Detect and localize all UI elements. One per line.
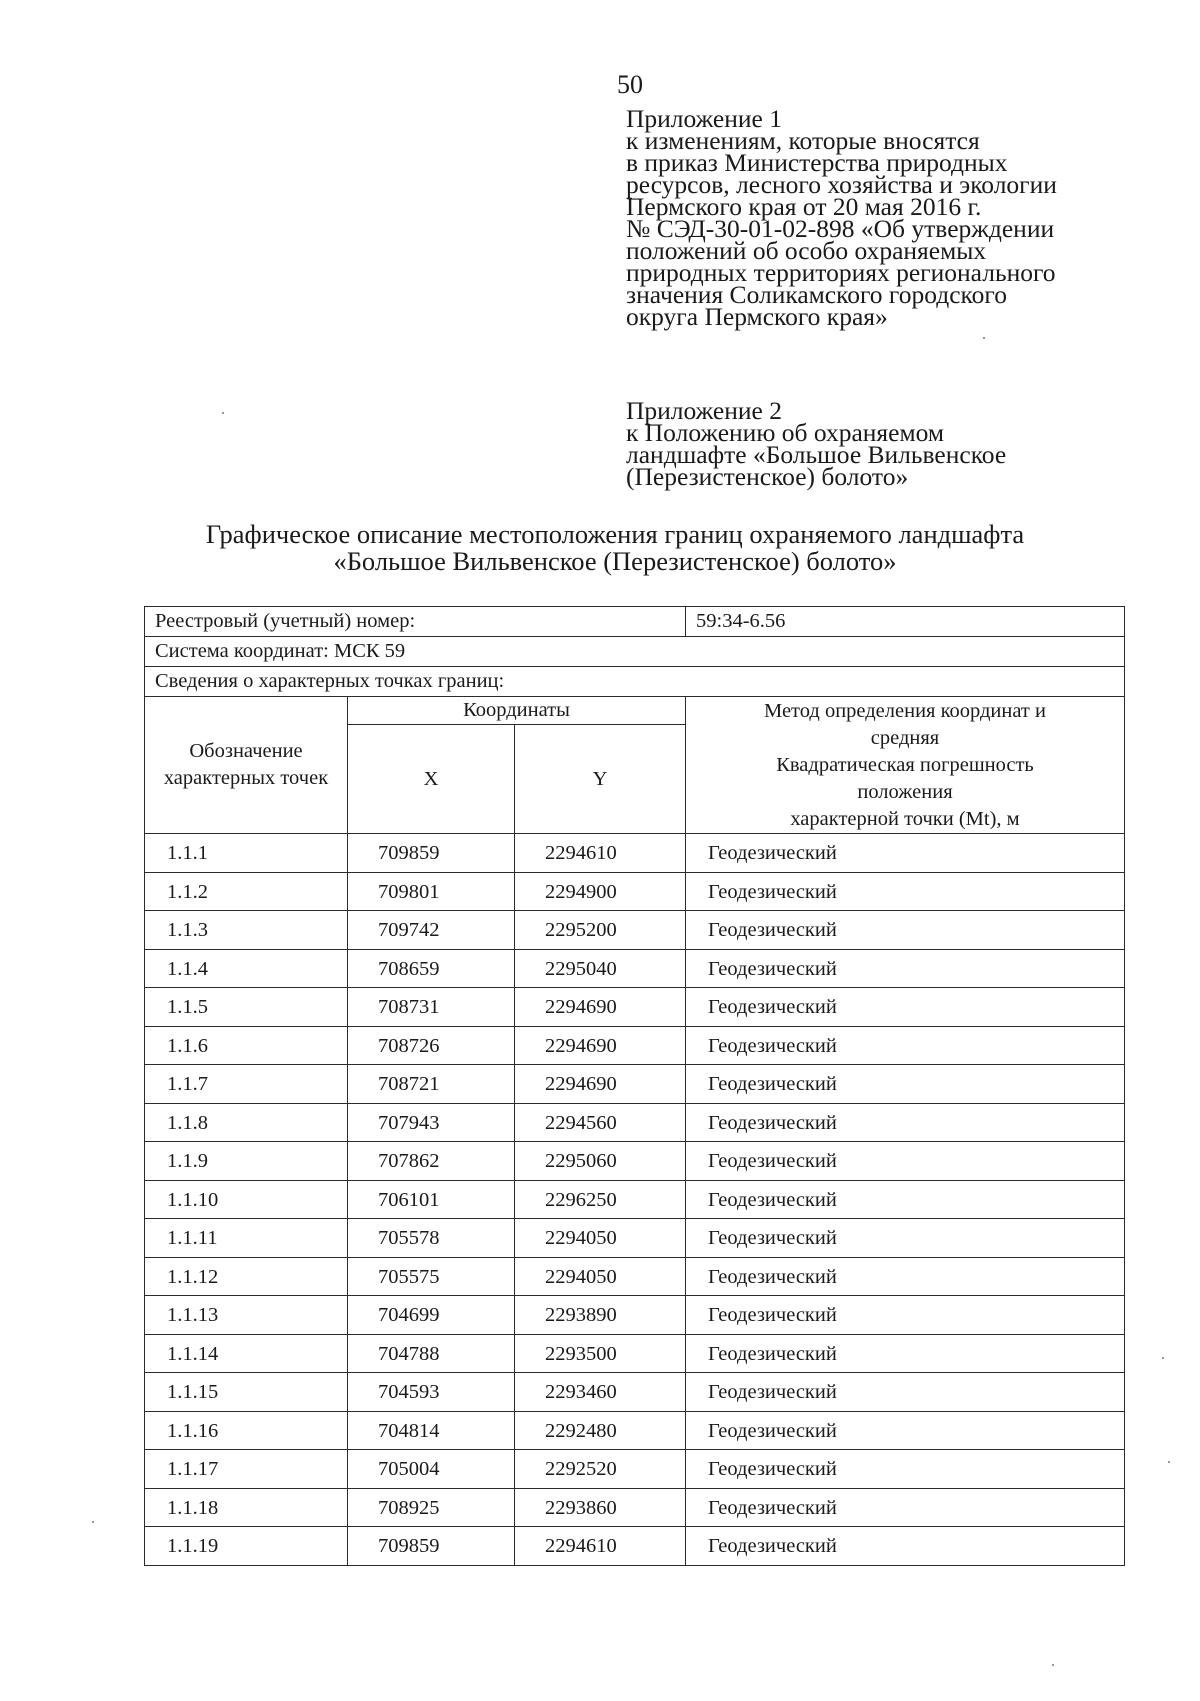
y-cell: 2295060 <box>515 1142 686 1181</box>
point-cell: 1.1.7 <box>145 1065 348 1104</box>
y-cell: 2296250 <box>515 1180 686 1219</box>
point-cell: 1.1.8 <box>145 1103 348 1142</box>
appendix-1-block <box>626 104 1057 331</box>
header-method-line: положения <box>857 780 953 803</box>
x-cell: 709742 <box>348 911 515 950</box>
point-cell: 1.1.5 <box>145 988 348 1027</box>
scan-speck <box>1052 1664 1054 1666</box>
point-cell: 1.1.19 <box>145 1527 348 1566</box>
table-row <box>145 1219 1125 1258</box>
header-method-line: Квадратическая погрешность <box>776 753 1034 776</box>
coord-system-row <box>145 637 1125 667</box>
method-cell: Геодезический <box>686 1334 1125 1373</box>
x-cell: 709859 <box>348 1527 515 1566</box>
scan-speck <box>222 412 224 414</box>
appendix-1-line: природных территориях регионального <box>626 258 1056 287</box>
x-cell: 707862 <box>348 1142 515 1181</box>
method-cell: Геодезический <box>686 1219 1125 1258</box>
table-row <box>145 1103 1125 1142</box>
x-cell: 707943 <box>348 1103 515 1142</box>
method-cell: Геодезический <box>686 1142 1125 1181</box>
method-cell: Геодезический <box>686 1411 1125 1450</box>
registry-value: 59:34-6.56 <box>686 607 1125 637</box>
header-y: Y <box>515 725 686 834</box>
registry-row <box>145 607 1125 637</box>
table-row <box>145 988 1125 1027</box>
document-title-line: «Большое Вильвенское (Перезистенское) болото» <box>333 546 897 576</box>
appendix-2-line: Приложение 2 <box>626 396 782 425</box>
appendix-1-line: Приложение 1 <box>626 104 782 133</box>
y-cell: 2292520 <box>515 1450 686 1489</box>
document-title-line: Графическое описание местоположения границ охраняемого ландшафта <box>205 519 1025 549</box>
appendix-1-line: в приказ Министерства природных <box>626 148 1008 177</box>
point-cell: 1.1.11 <box>145 1219 348 1258</box>
method-cell: Геодезический <box>686 1026 1125 1065</box>
x-cell: 708721 <box>348 1065 515 1104</box>
x-cell: 709801 <box>348 872 515 911</box>
table-row <box>145 949 1125 988</box>
table-row <box>145 911 1125 950</box>
table-row <box>145 1527 1125 1566</box>
y-cell: 2294050 <box>515 1257 686 1296</box>
y-cell: 2295200 <box>515 911 686 950</box>
point-cell: 1.1.10 <box>145 1180 348 1219</box>
method-cell: Геодезический <box>686 1373 1125 1412</box>
point-cell: 1.1.12 <box>145 1257 348 1296</box>
table-row <box>145 1142 1125 1181</box>
point-cell: 1.1.17 <box>145 1450 348 1489</box>
points-info-row <box>145 667 1125 697</box>
x-cell: 704593 <box>348 1373 515 1412</box>
table-row <box>145 1296 1125 1335</box>
y-cell: 2294610 <box>515 1527 686 1566</box>
table-row <box>145 1065 1125 1104</box>
point-cell: 1.1.18 <box>145 1488 348 1527</box>
page-number: 50 <box>617 70 643 99</box>
y-cell: 2293500 <box>515 1334 686 1373</box>
x-cell: 704788 <box>348 1334 515 1373</box>
point-cell: 1.1.9 <box>145 1142 348 1181</box>
y-cell: 2295040 <box>515 949 686 988</box>
table-row <box>145 1373 1125 1412</box>
table-row <box>145 1450 1125 1489</box>
x-cell: 708659 <box>348 949 515 988</box>
x-cell: 705575 <box>348 1257 515 1296</box>
table-row <box>145 834 1125 873</box>
method-cell: Геодезический <box>686 1527 1125 1566</box>
appendix-1-line: округа Пермского края» <box>626 302 888 331</box>
method-cell: Геодезический <box>686 949 1125 988</box>
x-cell: 705004 <box>348 1450 515 1489</box>
y-cell: 2292480 <box>515 1411 686 1450</box>
point-cell: 1.1.16 <box>145 1411 348 1450</box>
method-cell: Геодезический <box>686 1296 1125 1335</box>
header-method-line: средняя <box>870 726 940 749</box>
y-cell: 2293890 <box>515 1296 686 1335</box>
y-cell: 2294560 <box>515 1103 686 1142</box>
boundary-points-table <box>144 606 1125 1566</box>
header-point-designation: Обозначение характерных точек <box>145 697 348 834</box>
y-cell: 2294900 <box>515 872 686 911</box>
header-method-line: Метод определения координат и <box>763 699 1046 722</box>
x-cell: 709859 <box>348 834 515 873</box>
appendix-2-line: (Перезистенское) болото» <box>626 462 909 491</box>
point-cell: 1.1.1 <box>145 834 348 873</box>
registry-label: Реестровый (учетный) номер: <box>145 607 686 637</box>
method-cell: Геодезический <box>686 1450 1125 1489</box>
point-cell: 1.1.13 <box>145 1296 348 1335</box>
method-cell: Геодезический <box>686 1065 1125 1104</box>
point-cell: 1.1.4 <box>145 949 348 988</box>
method-cell: Геодезический <box>686 1257 1125 1296</box>
header-row <box>145 697 1125 725</box>
table-row <box>145 1334 1125 1373</box>
method-cell: Геодезический <box>686 1103 1125 1142</box>
appendix-1-line: Пермского края от 20 мая 2016 г. <box>626 192 982 221</box>
method-cell: Геодезический <box>686 872 1125 911</box>
method-cell: Геодезический <box>686 911 1125 950</box>
header-coordinates: Координаты <box>348 697 686 725</box>
table-row <box>145 1026 1125 1065</box>
coord-system: Система координат: МСК 59 <box>145 637 1125 667</box>
header-x: X <box>348 725 515 834</box>
y-cell: 2294690 <box>515 1026 686 1065</box>
x-cell: 705578 <box>348 1219 515 1258</box>
table-row <box>145 1257 1125 1296</box>
method-cell: Геодезический <box>686 1488 1125 1527</box>
scan-speck <box>1168 1461 1170 1463</box>
y-cell: 2294610 <box>515 834 686 873</box>
y-cell: 2293460 <box>515 1373 686 1412</box>
x-cell: 708731 <box>348 988 515 1027</box>
header-method <box>686 697 1125 834</box>
method-cell: Геодезический <box>686 1180 1125 1219</box>
scan-speck <box>92 1521 94 1523</box>
table-row <box>145 1411 1125 1450</box>
method-cell: Геодезический <box>686 834 1125 873</box>
x-cell: 704814 <box>348 1411 515 1450</box>
points-info: Сведения о характерных точках границ: <box>145 667 1125 697</box>
y-cell: 2294690 <box>515 1065 686 1104</box>
x-cell: 704699 <box>348 1296 515 1335</box>
y-cell: 2294050 <box>515 1219 686 1258</box>
appendix-1-line: № СЭД-30-01-02-898 «Об утверждении <box>626 214 1055 243</box>
point-cell: 1.1.3 <box>145 911 348 950</box>
point-cell: 1.1.2 <box>145 872 348 911</box>
y-cell: 2293860 <box>515 1488 686 1527</box>
appendix-1-line: к изменениям, которые вносятся <box>626 126 980 155</box>
appendix-1-line: ресурсов, лесного хозяйства и экологии <box>626 170 1057 199</box>
point-cell: 1.1.14 <box>145 1334 348 1373</box>
x-cell: 708925 <box>348 1488 515 1527</box>
table-row <box>145 1180 1125 1219</box>
appendix-1-line: положений об особо охраняемых <box>626 236 987 265</box>
method-cell: Геодезический <box>686 988 1125 1027</box>
point-cell: 1.1.15 <box>145 1373 348 1412</box>
y-cell: 2294690 <box>515 988 686 1027</box>
appendix-2-block <box>626 396 1007 491</box>
appendix-2-line: к Положению об охраняемом <box>626 418 945 447</box>
header-method-line: характерной точки (Mt), м <box>790 807 1020 830</box>
table-row <box>145 1488 1125 1527</box>
scan-speck <box>983 337 985 339</box>
point-cell: 1.1.6 <box>145 1026 348 1065</box>
table-row <box>145 872 1125 911</box>
x-cell: 706101 <box>348 1180 515 1219</box>
x-cell: 708726 <box>348 1026 515 1065</box>
appendix-2-line: ландшафте «Большое Вильвенское <box>626 440 1007 469</box>
document-title <box>150 521 1080 575</box>
appendix-1-line: значения Соликамского городского <box>626 280 1007 309</box>
scan-speck <box>1162 1357 1164 1359</box>
